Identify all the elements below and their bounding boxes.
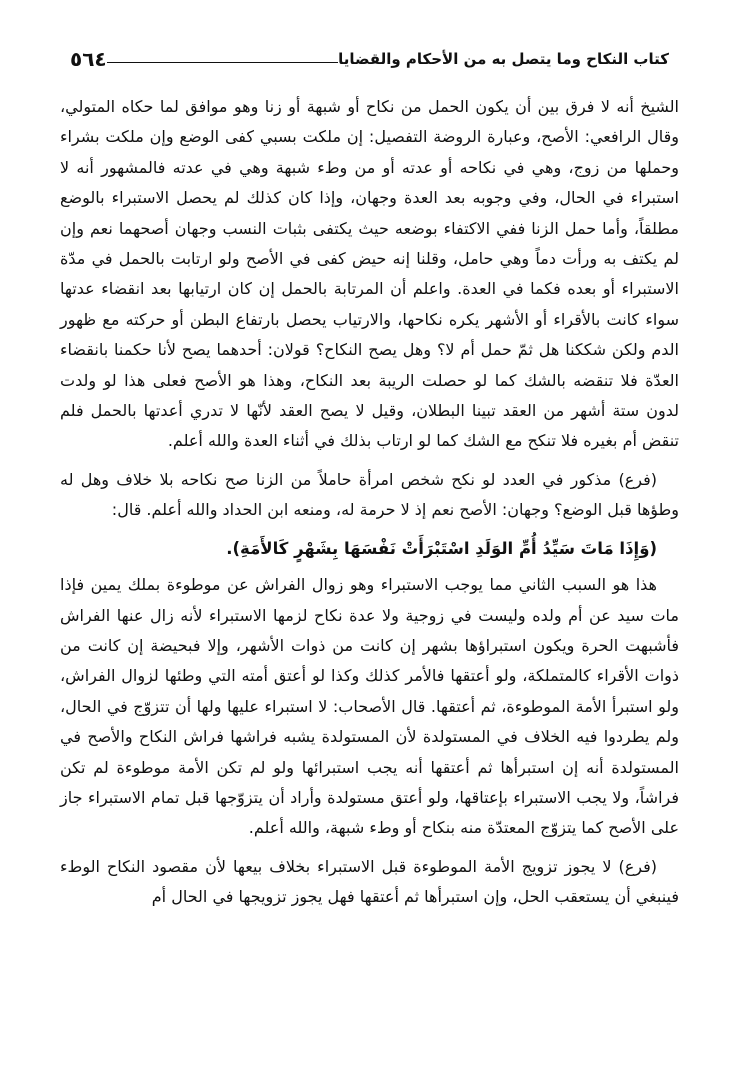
matn-quote: (وَإِذَا مَاتَ سَيِّدُ أُمِّ الوَلَدِ اسْتَبْرَأَتْ نَفْسَهَا بِشَهْرٍ كَالأَمَةِ). [226,538,657,558]
page-number: ٥٦٤ [70,47,107,71]
running-title: كتاب النكاح وما يتصل به من الأحكام والقضايا [338,50,669,68]
page-header [58,44,679,74]
body-text [60,92,679,913]
paragraph-2-far: (فرع) مذكور في العدد لو نكح شخص امرأة حاملاً من الزنا صح نكاحه بلا خلاف وهل له وطؤها قبل الوضع؟ وجهان: الأصح نعم إذ لا حرمة له، ومنعه ابن الحداد والله أعلم. قال: [60,469,679,520]
paragraph-4-far: (فرع) لا يجوز تزويج الأمة الموطوءة قبل الاستبراء بخلاف بيعها لأن مقصود النكاح الوطء فينبغي أن يستعقب الحل، وإن استبرأها ثم أعتقها فهل يجوز تزويجها في الحال أم [60,856,679,907]
header-rule [107,62,338,63]
paragraph-1: الشيخ أنه لا فرق بين أن يكون الحمل من نكاح أو شبهة أو زنا وهو موافق لما حكاه المتولي، وقال الرافعي: الأصح، وعبارة الروضة التفصيل: إن ملكت بسبي كفى الوضع وإن ملكت بشراء وحملها من زوج، وهي في نكاحه أو عدته أو من وطء شبهة وهي في عدته فالمشهور أنه لا استبراء في الحال، وفي وجوبه بعد العدة وجهان، وإذا كان كذلك لم يحصل الاستبراء بالوضع مطلقاً، وأما حمل الزنا ففي الاكتفاء بوضعه حيث يكتفى بثبات النسب وجهان أصحهما نعم وإن لم يكتف به ورأت دماً وهي حامل، وقلنا إنه حيض كفى في الأصح ولو ارتابت بالحمل في مدّة الاستبراء أو بعده فكما في العدة. واعلم أن المرتابة بالحمل إن كان ارتيابها بعد انقضاء عدتها سواء كانت بالأقراء أو الأشهر يكره نكاحها، والارتياب يحصل بارتفاع البطن أو حركته مع ظهور الدم ولكن شككنا هل ثمّ حمل أم لا؟ وهل يصح النكاح؟ قولان: أحدهما يصح لأنا حكمنا بانقضاء العدّة فلا تنقضه بالشك كما لو حصلت الريبة بعد النكاح، وهذا هو الأصح فعلى هذا لو ولدت لدون ستة أشهر من العقد تبينا البطلان، وقيل لا يصح العقد لأنّها لا تدري أعدتها بالحمل فلم تنقض أم بغيره فلا تنكح مع الشك كما لو ارتاب بذلك في أثناء العدة والله أعلم. [60,97,679,451]
paragraph-3: هذا هو السبب الثاني مما يوجب الاستبراء وهو زوال الفراش عن موطوءة بملك يمين فإذا مات سيد عن أم ولده وليست في زوجية ولا عدة نكاح لزمها الاستبراء لأنه زال عنها الفراش فأشبهت الحرة ويكون استبراؤها بشهر إن كانت من ذوات الأشهر، وإلا فبحيضة إن كانت من ذوات الأقراء كالمتملكة، ولو أعتقها فالأمر كذلك وكذا لو أعتق أمته التي وطئها لزوال الفراش، ولو استبرأ الأمة الموطوءة، ثم أعتقها. قال الأصحاب: لا استبراء عليها ولها أن تتزوّج في الحال، ولم يطردوا فيه الخلاف في المستولدة لأن المستولدة يشبه فراشها فراش النكاح والأصح في المستولدة أنه إن استبرأها ثم أعتقها أنه يجب استبرائها ولو لم تكن الأمة موطوءة لم تكن فراشاً، ولا يجب الاستبراء بإعتاقها، ولو أعتق مستولدة وأراد أن يتزوّجها قبل تمام الاستبراء جاز على الأصح كما يتزوّج المعتدّة منه بنكاح أو وطء شبهة، والله أعلم. [60,575,679,838]
